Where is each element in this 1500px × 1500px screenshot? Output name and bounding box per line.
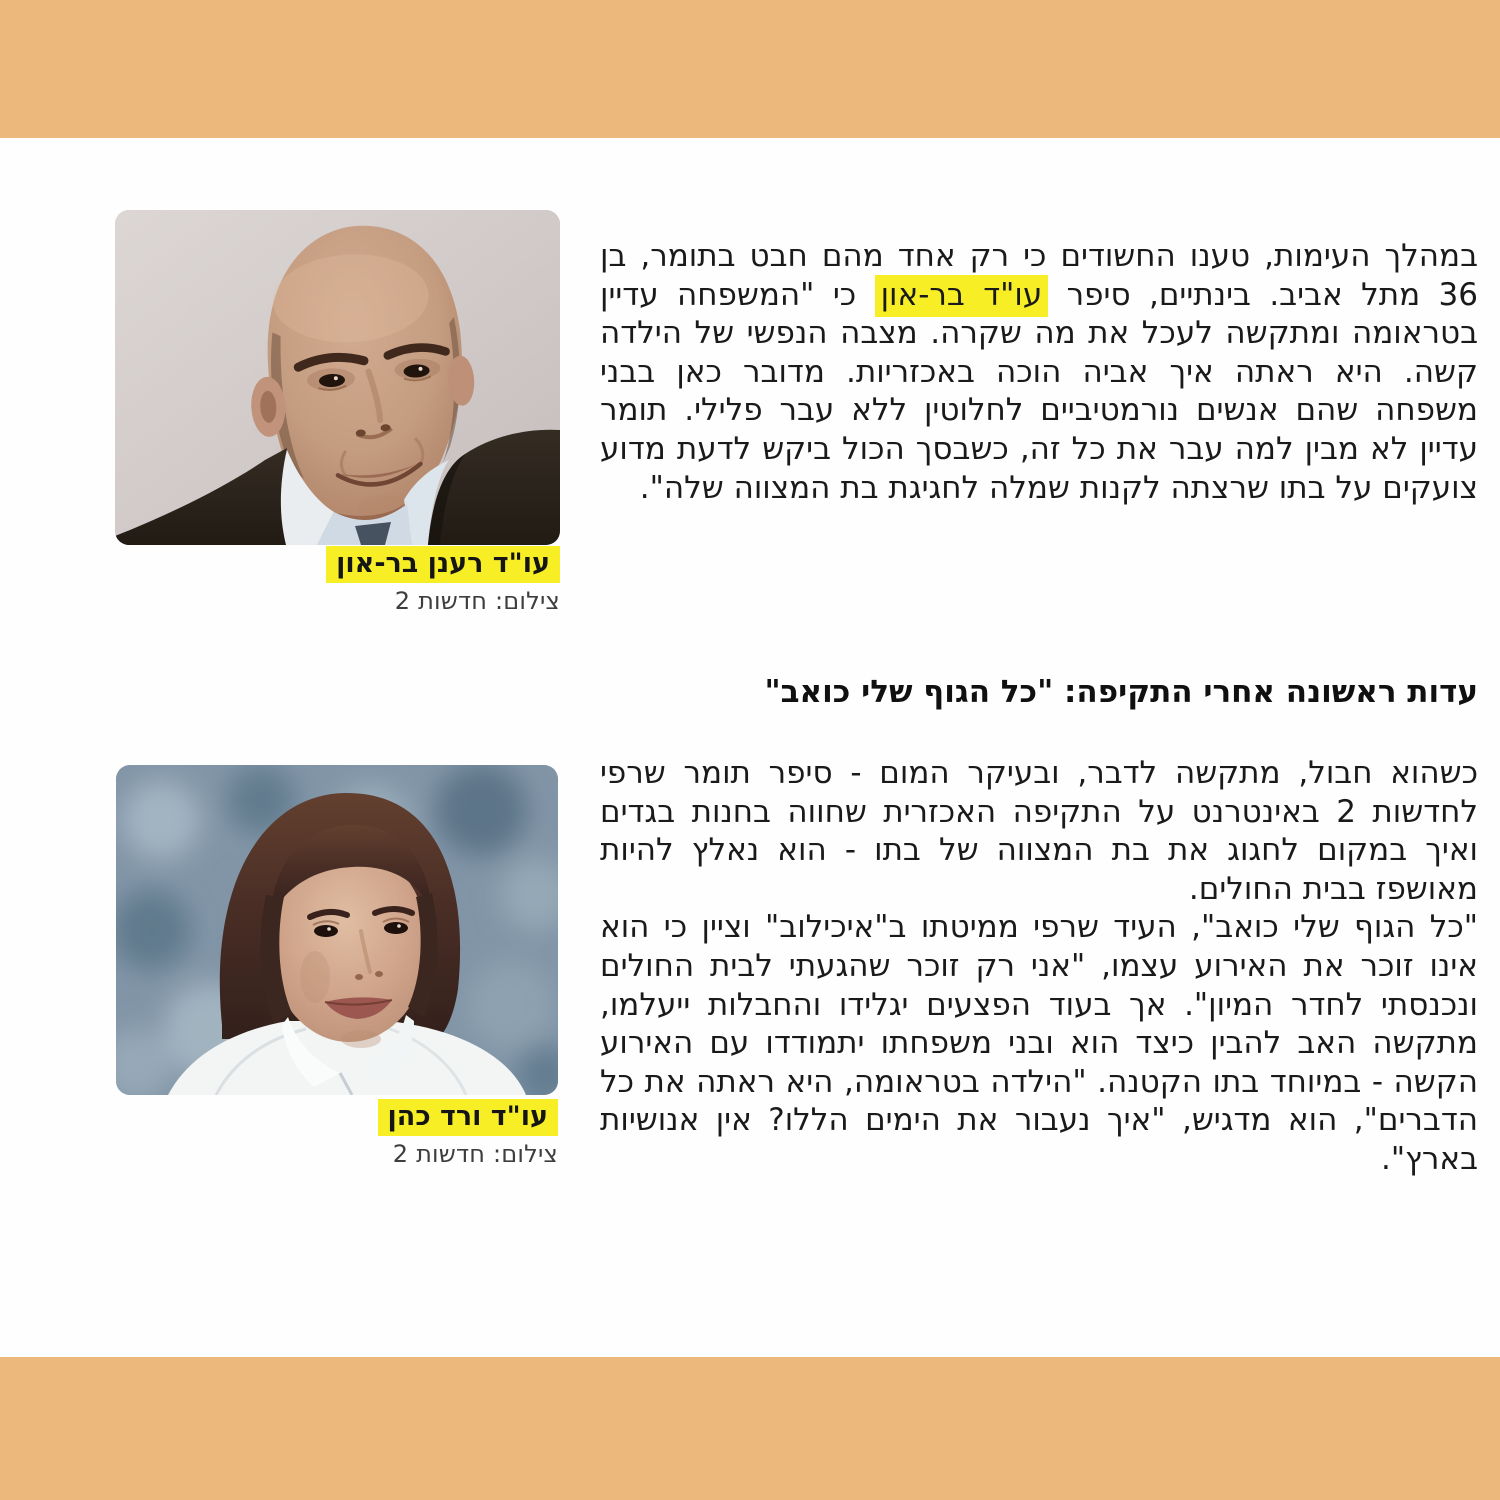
photo-bottom-caption: עו"ד ורד כהן [378,1099,559,1136]
man-tie [355,522,391,545]
paragraph-1-text-after: כי "המשפחה עדיין בטראומה ומתקשה לעכל את מה שקרה. מצבה הנפשי של הילדה קשה. היא ראתה איך אביה הוכה באכזריות. מדובר כאן בבני משפחה שהם אנשים נורמטיביים לחלוטין ללא עבר פלילי. תומר עדיין לא מבין למה עבר את כל זה, כשבסך הכול ביקש לדעת מדוע צועקים על בתו שרצתה לקנות שמלה לחגיגת בת המצווה שלה". [600,276,1478,506]
article-paragraph-1 [600,237,1478,507]
photo-top-caption: עו"ד רענן בר-און [326,546,560,583]
portrait-man-illustration [115,210,560,545]
article-paragraph-2: כשהוא חבול, מתקשה לדבר, ובעיקר המום - סיפר תומר שרפי לחדשות 2 באינטרנט על התקיפה האכזרית שחווה בחנות בגדים ואיך במקום לחגוג את בת המצווה של בתו - הוא נאלץ להיות מאושפז בבית החולים. [600,755,1478,907]
article-paragraph-3: "כל הגוף שלי כואב", העיד שרפי ממיטתו ב"איכילוב" וציין כי הוא אינו זוכר את האירוע עצמו, "אני רק זוכר שהגעתי לבית החולים ונכנסתי לחדר המיון". אך בעוד הפצעים יגלידו והחבלות ייעלמו, מתקשה האב להבין כיצד הוא ובני משפחתו יתמודדו עם האירוע הקשה - במיוחד בתו הקטנה. "הילדה בטראומה, היא ראתה את כל הדברים", הוא מדגיש, "איך נעבור את הימים הללו? אין אנושיות בארץ". [600,909,1478,1177]
bottom-color-band [0,1357,1500,1500]
highlighted-name-bar-on: עו"ד בר-און [875,275,1049,317]
article-section-2 [600,754,1478,1179]
photo-man-portrait [115,210,560,545]
photo-bottom-caption-block [116,1099,558,1168]
photo-bottom-credit: צילום: חדשות 2 [392,1140,558,1168]
section-headline: עדות ראשונה אחרי התקיפה: "כל הגוף שלי כואב" [764,674,1478,710]
paragraph-1-text-before: במהלך העימות, טענו החשודים כי רק אחד מהם חבט בתומר, בן 36 מתל אביב. בינתיים, סיפר [600,238,1478,313]
top-color-band [0,0,1500,138]
photo-woman-portrait [116,765,558,1095]
photo-top-caption-block [115,546,560,615]
portrait-woman-illustration [116,765,558,1095]
photo-top-credit: צילום: חדשות 2 [394,587,560,615]
